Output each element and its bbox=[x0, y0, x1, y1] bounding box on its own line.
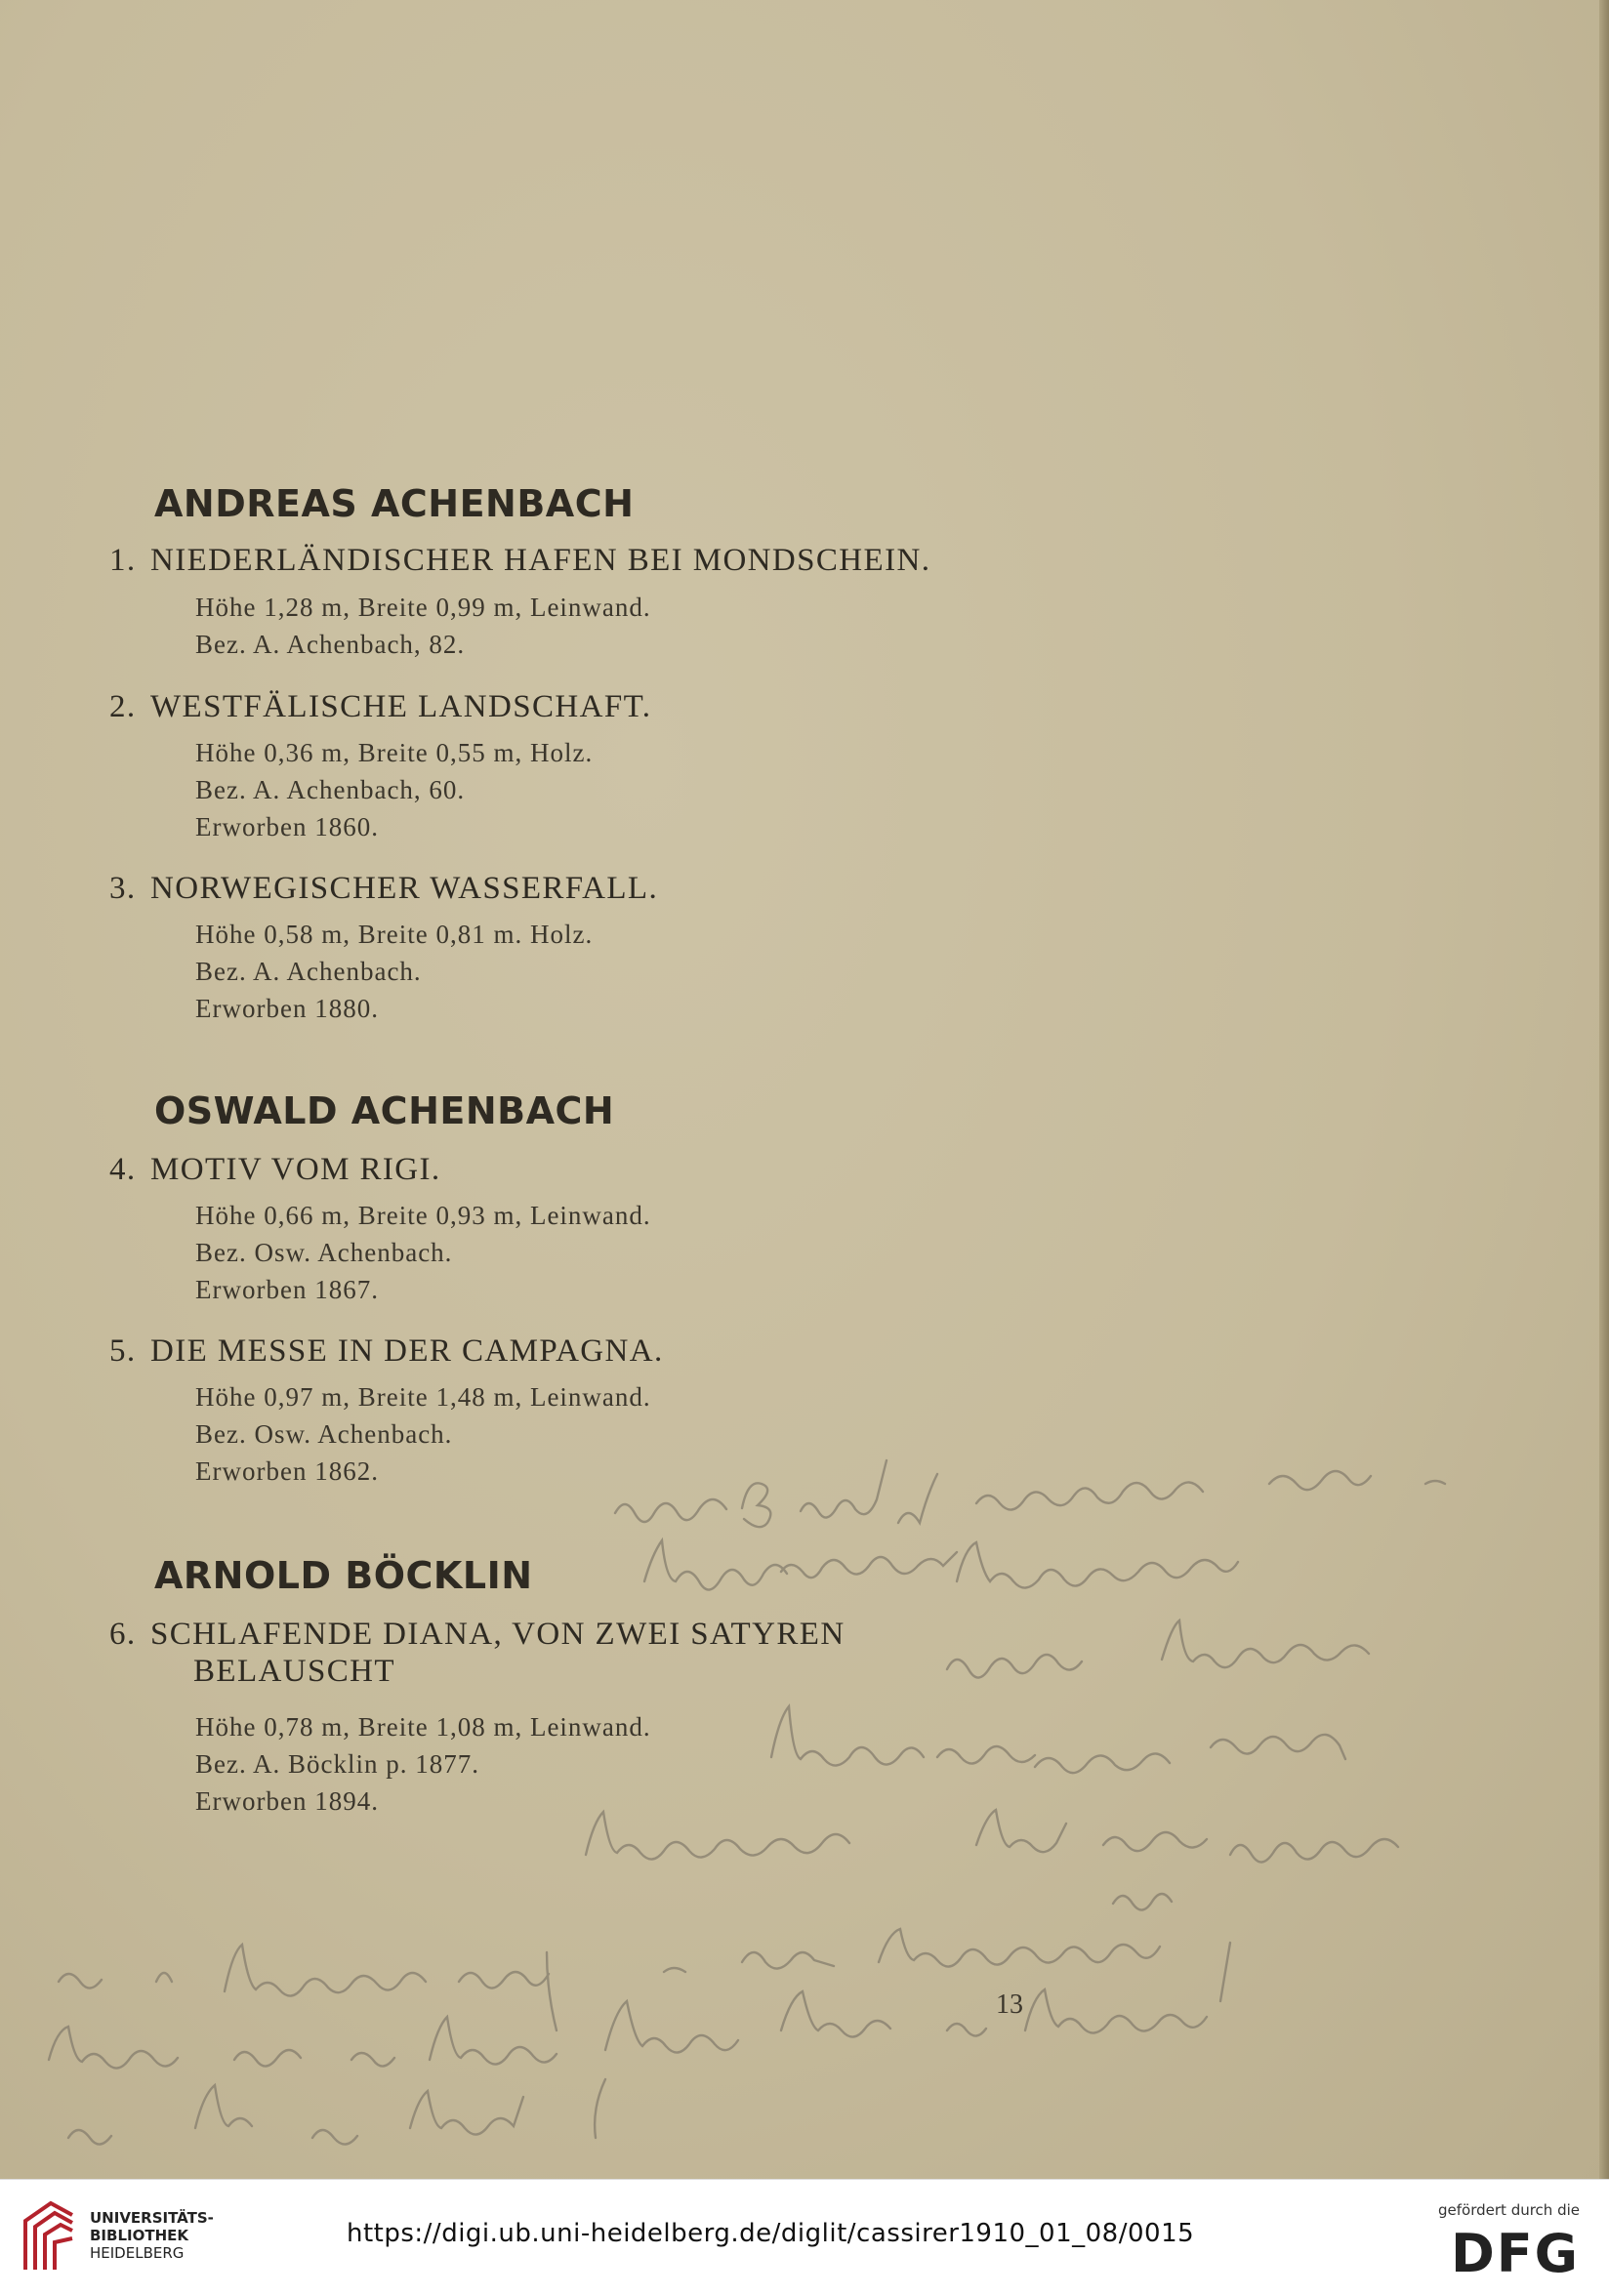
entry-signature: Bez. Osw. Achenbach. bbox=[195, 1419, 453, 1449]
entry-acquired: Erworben 1894. bbox=[195, 1786, 379, 1816]
entry-title-text: NORWEGISCHER WASSERFALL. bbox=[150, 871, 659, 906]
entry-title bbox=[109, 871, 658, 907]
entry-title bbox=[109, 1617, 846, 1653]
artist-heading: OSWALD ACHENBACH bbox=[154, 1089, 615, 1132]
entry-dimensions: Höhe 0,36 m, Breite 0,55 m, Holz. bbox=[195, 738, 594, 767]
entry-signature: Bez. A. Achenbach, 82. bbox=[195, 630, 466, 659]
entry-dimensions: Höhe 0,58 m, Breite 0,81 m. Holz. bbox=[195, 920, 594, 949]
entry-title bbox=[109, 689, 651, 725]
entry-dimensions: Höhe 0,97 m, Breite 1,48 m, Leinwand. bbox=[195, 1382, 651, 1412]
entry-number: 6. bbox=[109, 1617, 137, 1652]
library-name bbox=[90, 2209, 214, 2262]
entry-acquired: Erworben 1867. bbox=[195, 1275, 379, 1304]
entry-number: 2. bbox=[109, 689, 137, 724]
library-name-line: HEIDELBERG bbox=[90, 2244, 185, 2262]
entry-signature: Bez. Osw. Achenbach. bbox=[195, 1238, 453, 1267]
entry-number: 5. bbox=[109, 1333, 137, 1369]
artist-heading: ARNOLD BÖCKLIN bbox=[154, 1554, 533, 1597]
entry-acquired: Erworben 1862. bbox=[195, 1456, 379, 1486]
entry-title bbox=[109, 543, 930, 579]
source-url[interactable]: https://digi.ub.uni-heidelberg.de/diglit/cassirer1910_01_08/0015 bbox=[347, 2219, 1195, 2248]
footer bbox=[0, 2179, 1609, 2296]
entry-number: 3. bbox=[109, 871, 137, 906]
entry-number: 1. bbox=[109, 543, 137, 578]
entry-title bbox=[109, 1333, 664, 1370]
entry-signature: Bez. A. Achenbach, 60. bbox=[195, 775, 466, 804]
library-name-line: UNIVERSITÄTS- bbox=[90, 2209, 214, 2227]
library-name-line: BIBLIOTHEK bbox=[90, 2227, 188, 2244]
entry-acquired: Erworben 1880. bbox=[195, 994, 379, 1023]
entry-dimensions: Höhe 1,28 m, Breite 0,99 m, Leinwand. bbox=[195, 593, 651, 622]
page-number: 13 bbox=[996, 1989, 1023, 2020]
entry-title-continued: BELAUSCHT bbox=[193, 1654, 395, 1689]
artist-heading: ANDREAS ACHENBACH bbox=[154, 482, 635, 525]
entry-title bbox=[109, 1152, 441, 1188]
entry-title-text: MOTIV VOM RIGI. bbox=[150, 1152, 441, 1187]
entry-dimensions: Höhe 0,78 m, Breite 1,08 m, Leinwand. bbox=[195, 1712, 651, 1742]
entry-dimensions: Höhe 0,66 m, Breite 0,93 m, Leinwand. bbox=[195, 1201, 651, 1230]
entry-title-text: NIEDERLÄNDISCHER HAFEN BEI MONDSCHEIN. bbox=[150, 543, 931, 578]
entry-signature: Bez. A. Achenbach. bbox=[195, 957, 422, 986]
entry-title-text: WESTFÄLISCHE LANDSCHAFT. bbox=[150, 689, 652, 724]
entry-number: 4. bbox=[109, 1152, 137, 1187]
entry-signature: Bez. A. Böcklin p. 1877. bbox=[195, 1749, 479, 1779]
library-logo-icon bbox=[18, 2195, 80, 2277]
funding-caption: gefördert durch die bbox=[1438, 2201, 1580, 2219]
page-edge bbox=[1599, 0, 1609, 2179]
entry-title-text: DIE MESSE IN DER CAMPAGNA. bbox=[150, 1333, 664, 1369]
entry-title-text: SCHLAFENDE DIANA, VON ZWEI SATYREN bbox=[150, 1617, 846, 1652]
dfg-logo: DFG bbox=[1450, 2223, 1580, 2284]
entry-acquired: Erworben 1860. bbox=[195, 812, 379, 841]
